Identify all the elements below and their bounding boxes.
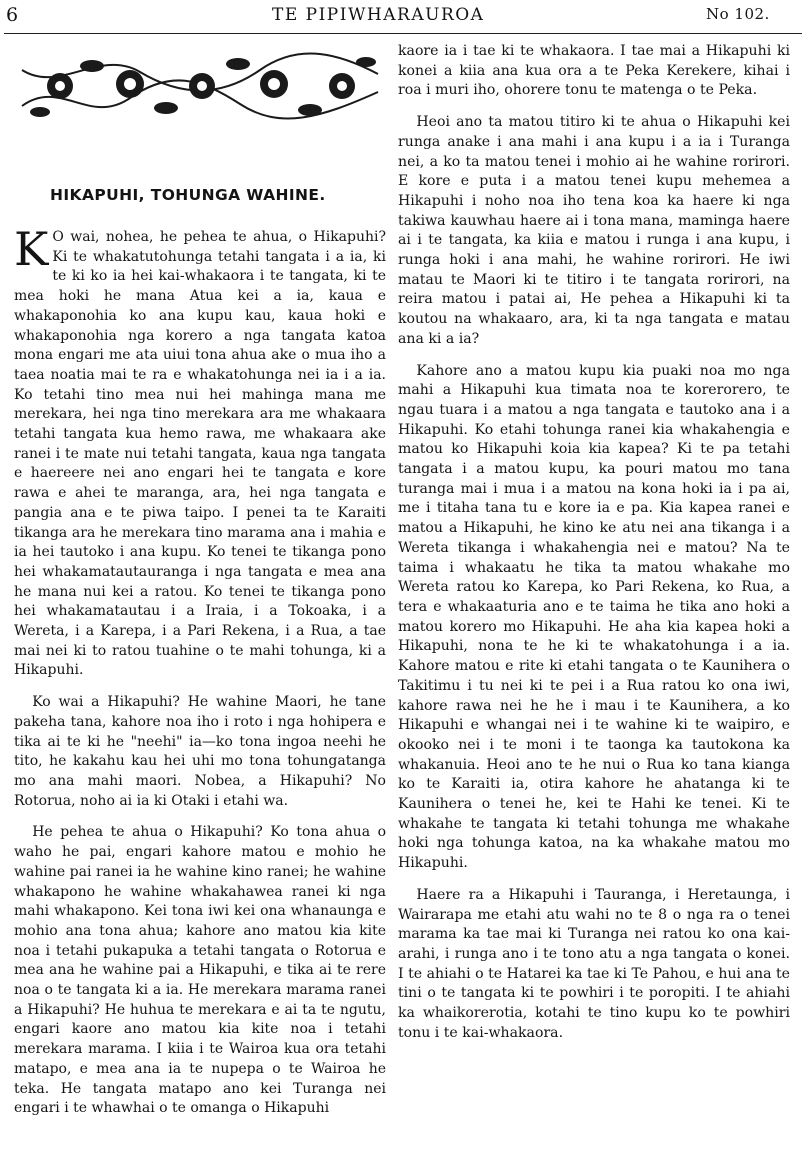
right-column xyxy=(398,42,790,1043)
newspaper-title: TE PIPIWHARAUROA xyxy=(272,5,485,25)
article-body-left xyxy=(14,222,386,1119)
header-rule xyxy=(4,33,802,34)
page-number: 6 xyxy=(6,4,19,26)
paragraph: He pehea te ahua o Hikapuhi? Ko tona ahua o waho he pai, engari kahore matou e mohio he wahine pai ranei ia he wahine kino ranei; he wahine whakapono he wahine whakahawea ranei ki nga mahi whakapono. Kei tona iwi kei ona whanaunga e mohio ana tona ahua; kahore ano matou kia kite noa i tetahi pukapuka a tetahi tangata o Rotorua e mea ana he wahine pai a Hikapuhi, e tika ai te rere noa o te tangata ki a ia. He merekara marama ranei a Hikapuhi? He huhua te merekara e ai ta te ngutu, engari kaore ano matou kia kite noa i tetahi merekara marama. I kiia i te Wairoa kua ora tetahi matapo, e mea ana ia te nupepa o te Wairoa he teka. He tangata matapo ano kei Turanga nei engari i te whawhai o te omanga o Hikapuhi xyxy=(14,824,386,1117)
paragraph: Haere ra a Hikapuhi i Tauranga, i Heretaunga, i Wairarapa me etahi atu wahi no te 8 o nga ra o tenei marama ka tae mai ki Turanga nei ratou ko ona kai-arahi, i runga ano i te tono atu a nga tangata o konei. I te ahiahi o te Hatarei ka tae ki Te Pahou, e hui ana te tini o te tangata ki te powhiri i te poropiti. I te ahiahi ka whaikorerotia, kotahi te tino kupu ko te powhiri tonu i te kai-whakaora. xyxy=(398,886,790,1041)
article-heading: HIKAPUHI, TOHUNGA WAHINE. xyxy=(50,186,326,204)
paragraph xyxy=(14,222,386,681)
paragraph: Kahore ano a matou kupu kia puaki noa mo nga mahi a Hikapuhi kua timata noa te korerorero, te ngau tuara i a matou a nga tangata e tautoko ana i a Hikapuhi. Ko etahi tohunga ranei kia whakahengia e matou ko Hikapuhi koia kia kapea? Ki te pa tetahi tangata i a matou kupu, ka pouri matou mo tana turanga mai i mua i a matou na kona hoki ia i pa ai, me i titaha tana tu e kore ia e pa. Kia kapea ranei e matou a Hikapuhi, he kino ke atu nei ana tikanga i a Wereta tikanga i whakahengia nei e matou? Na te taima i whakaatu he tika ta matou whakahe mo Wereta ratou ko Karepa, ko Pari Rekena, ko Rua, a tera e whakaaturia ano e te taima he tika ano hoki a matou korero mo Hikapuhi. He aha kia kapea hoki a Hikapuhi, nona te he ki te whakatohunga i a ia. Kahore matou e rite ki etahi tangata o te Kaunihera o Takitimu i tu nei ki te pei i a Rua ratou ko ona iwi, kahore rawa nei he he i mau i te Kaunihera, a ko Hikapuhi e whangai nei i te wahine ki te waipiro, e okooko nei i te moni i te taonga ka tautokona ka whakanuia. Heoi ano te he nui o Rua ko tana kianga ko te Karaiti ia, otira kahore he ahatanga ki te Kaunihera o tenei he, kei te Hahi ke tenei. Ki te whakahe te tangata ki tetahi tohunga me whakahe hoki nga tohunga katoa, na ka whakahe matou mo Hikapuhi. xyxy=(398,362,790,872)
page-header xyxy=(0,0,804,40)
issue-number: No 102. xyxy=(706,5,770,23)
paragraph: kaore ia i tae ki te whakaora. I tae mai a Hikapuhi ki konei a kiia ana kua ora a te Peka Kerekere, kihai i roa i muri iho, ohorere tonu te matenga o te Peka. xyxy=(398,43,790,99)
floral-vine-ornament-icon xyxy=(20,48,380,124)
article-body-right xyxy=(398,42,790,1043)
left-column xyxy=(14,40,386,1119)
paragraph: Ko wai a Hikapuhi? He wahine Maori, he tane pakeha tana, kahore noa iho i roto i nga hohipera e tika ai te ki he "neehi" ia—ko tona ingoa neehi he tito, he kakahu kau hei uhi mo tona tohungatanga mo ana mahi maori. Nobea, a Hikapuhi? No Rotorua, noho ai ia ki Otaki i etahi wa. xyxy=(14,694,386,809)
drop-cap: K xyxy=(14,222,49,276)
paragraph-text: O wai, nohea, he pehea te ahua, o Hikapuhi? Ki te whakatutohunga tetahi tangata i a ia, ki te ki ko ia hei kai-whakaora i te tangata, ki te mea hoki he mana Atua kei a ia, kaua e whakaponohia ko ana kupu kau, kaua hoki e whakaponohia nga korero a nga tangata katoa mona engari me ata uiui tona ahua ake o mua iho a taea noatia mai te ra e whakatohunga nei ia i a ia. Ko tetahi tino mea nui hei mahinga mana me merekara, hei nga tino merekara ara me whakaara tetahi tangata kua hemo rawa, me whakaara ake ranei i te mate nui tetahi tangata, kaua nga tangata e haereere nei ano engari hei te tangata e kore rawa e ahei te maranga, ara, hei nga tangata e pangia ana e te piwa taipo. I penei ta te Karaiti tikanga ara he merekara tino marama ana i mahia e ia hei tautoko i ana kupu. Ko tenei te tikanga pono hei whakamatautauranga i nga tangata e mea ana he mana nui kei a ratou. Ko tenei te tikanga pono hei whakamatautau i a Iraia, i a Tokoaka, i a Wereta, i a Karepa, i a Pari Rekena, i a Rua, a tae mai nei ki to ratou tuahine o te mahi tohunga, ki a Hikapuhi. xyxy=(14,229,386,679)
paragraph: Heoi ano ta matou titiro ki te ahua o Hikapuhi kei runga anake i ana mahi i ana kupu i a ia i Turanga nei, a ko ta matou tenei i mohio ai he wahine rorirori. E kore e puta i a matou tenei kupu mehemea a Hikapuhi i noho noa iho tena koa ka haere ki nga takiwa kauwhau haere ai i tona mana, maminga haere ai i te tangata, ka kiia e matou i runga i ana kupu, i runga hoki i ana mahi, he wahine rorirori. He iwi matau te Maori ki te titiro i te tangata rorirori, na reira matou i patai ai, He pehea a Hikapuhi ki ta koutou na whakaaro, ara, ki ta nga tangata e matau ana ki a ia? xyxy=(398,114,790,347)
